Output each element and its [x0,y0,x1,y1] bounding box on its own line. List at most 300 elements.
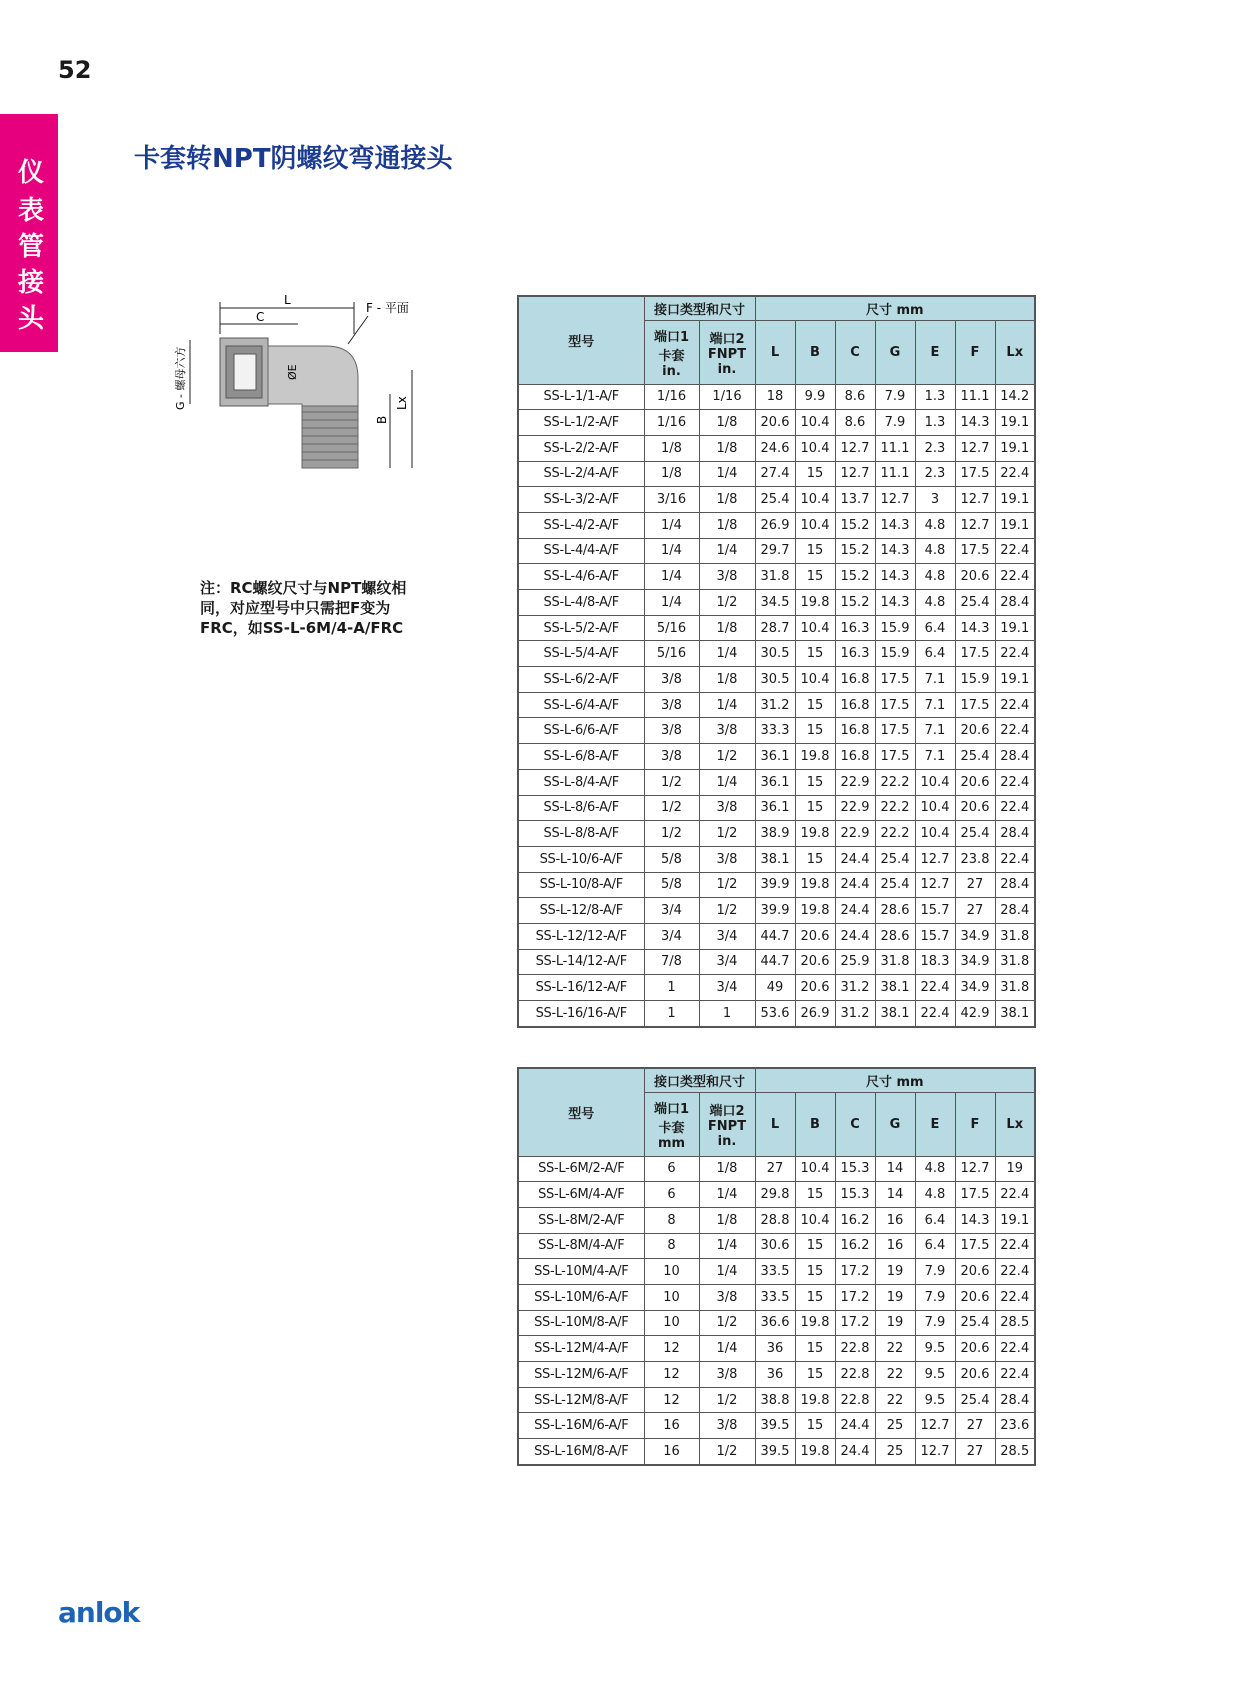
header-port2 [699,1092,755,1156]
table-cell: 15 [795,538,835,564]
table-cell: 15 [795,1362,835,1388]
table-cell: 1/4 [699,461,755,487]
table-cell: 25 [875,1439,915,1465]
table-row [518,1207,1035,1233]
header-col: G [875,320,915,384]
table-cell: 22.4 [995,692,1035,718]
table-cell: 1/8 [699,667,755,693]
table-cell: 10 [644,1310,699,1336]
table-row [518,590,1035,616]
table-cell: 7.9 [915,1310,955,1336]
model-cell: SS-L-12M/8-A/F [518,1387,644,1413]
table-cell: 31.2 [755,692,795,718]
table-cell: 22.2 [875,795,915,821]
table-cell: 3/4 [699,975,755,1001]
table-cell: 10.4 [795,487,835,513]
table-cell: 4.8 [915,564,955,590]
table-cell: 8.6 [835,384,875,410]
table-cell: 15.7 [915,898,955,924]
table-cell: 14.3 [875,512,915,538]
table-cell: 19 [995,1156,1035,1182]
table-cell: 2.3 [915,461,955,487]
table-cell: 28.4 [995,744,1035,770]
table-cell: 16.3 [835,641,875,667]
table-cell: 39.9 [755,898,795,924]
table-cell: 12.7 [835,461,875,487]
table-cell: 17.5 [955,538,995,564]
table-cell: 15 [795,1182,835,1208]
table-cell: 16.8 [835,744,875,770]
header-col: F [955,1092,995,1156]
table-row [518,1233,1035,1259]
table-cell: 1/16 [644,410,699,436]
table-cell: 27 [955,898,995,924]
table-cell: 6.4 [915,641,955,667]
model-cell: SS-L-6/4-A/F [518,692,644,718]
header-port2 [699,320,755,384]
table-cell: 10.4 [915,769,955,795]
table-cell: 22.9 [835,795,875,821]
table-cell: 7.9 [915,1284,955,1310]
dim-label-G: G - 螺母六方 [174,346,187,410]
table-cell: 28.4 [995,1387,1035,1413]
table-cell: 25.4 [875,872,915,898]
section-tab-char: 头 [17,304,44,334]
table-row [518,1310,1035,1336]
model-cell: SS-L-12/12-A/F [518,923,644,949]
table-cell: 15.3 [835,1182,875,1208]
table-cell: 1/8 [699,435,755,461]
model-cell: SS-L-6/8-A/F [518,744,644,770]
table-cell: 31.8 [995,949,1035,975]
table-cell: 15.7 [915,923,955,949]
table-cell: 16 [644,1413,699,1439]
table-cell: 19.1 [995,487,1035,513]
header-col: C [835,320,875,384]
table-cell: 15 [795,692,835,718]
header-col: L [755,320,795,384]
table-cell: 20.6 [795,975,835,1001]
header-col: C [835,1092,875,1156]
table-cell: 1/8 [644,435,699,461]
table-cell: 34.9 [955,923,995,949]
table-cell: 12.7 [915,846,955,872]
table-cell: 19.1 [995,1207,1035,1233]
table-cell: 17.5 [955,692,995,718]
table-cell: 31.8 [995,923,1035,949]
header-col: Lx [995,320,1035,384]
table-row [518,923,1035,949]
header-port2-line: 端口2 [709,1103,745,1119]
table-cell: 44.7 [755,923,795,949]
table-cell: 1/4 [699,769,755,795]
header-port2-line: FNPT [707,1118,747,1134]
table-cell: 1/2 [699,1439,755,1465]
table-cell: 28.6 [875,923,915,949]
table-cell: 20.6 [795,949,835,975]
table-cell: 19.1 [995,410,1035,436]
table-cell: 1 [644,1001,699,1027]
table-cell: 28.4 [995,872,1035,898]
table-cell: 22 [875,1362,915,1388]
table-cell: 20.6 [955,718,995,744]
table-cell: 10.4 [915,795,955,821]
model-cell: SS-L-6/2-A/F [518,667,644,693]
table-cell: 36.1 [755,744,795,770]
model-cell: SS-L-4/2-A/F [518,512,644,538]
table-cell: 22.4 [995,1284,1035,1310]
header-dimensions: 尺寸 mm [755,1068,1035,1092]
table-cell: 38.1 [875,975,915,1001]
section-tab-char: 表 [17,196,44,226]
table-cell: 19.8 [795,590,835,616]
table-cell: 20.6 [955,795,995,821]
table-cell: 20.6 [955,1362,995,1388]
table-cell: 9.5 [915,1336,955,1362]
table-cell: 27 [955,872,995,898]
table-cell: 3/8 [699,1362,755,1388]
model-cell: SS-L-10M/8-A/F [518,1310,644,1336]
table-cell: 3/8 [644,667,699,693]
table-cell: 14.3 [875,590,915,616]
table-row [518,435,1035,461]
table-cell: 6.4 [915,1233,955,1259]
table-cell: 14.3 [955,1207,995,1233]
table-row [518,1413,1035,1439]
dim-label-E: ØE [286,364,299,380]
table-cell: 1/8 [699,1207,755,1233]
table-cell: 25.4 [755,487,795,513]
table-row [518,769,1035,795]
table-row [518,615,1035,641]
table-cell: 53.6 [755,1001,795,1027]
table-cell: 15.2 [835,590,875,616]
table-cell: 10.4 [795,615,835,641]
table-cell: 3/8 [699,718,755,744]
table-cell: 11.1 [955,384,995,410]
table-cell: 3/8 [644,744,699,770]
table-cell: 15.3 [835,1156,875,1182]
table-cell: 1 [699,1001,755,1027]
table-cell: 20.6 [955,1259,995,1285]
table-cell: 7.1 [915,718,955,744]
table-cell: 4.8 [915,1156,955,1182]
table-cell: 6.4 [915,1207,955,1233]
table-cell: 7.9 [875,384,915,410]
table-row [518,1336,1035,1362]
table-row [518,872,1035,898]
table-cell: 22.4 [995,1336,1035,1362]
table-cell: 1/4 [699,1182,755,1208]
table-cell: 10.4 [795,435,835,461]
table-cell: 14.3 [875,564,915,590]
header-port1-line: 端口1 [653,329,690,345]
table-cell: 19.8 [795,898,835,924]
table-cell: 14 [875,1182,915,1208]
table-cell: 13.7 [835,487,875,513]
model-cell: SS-L-2/4-A/F [518,461,644,487]
table-cell: 28.5 [995,1439,1035,1465]
table-cell: 3/4 [644,898,699,924]
table-cell: 39.5 [755,1439,795,1465]
table-cell: 29.7 [755,538,795,564]
table-cell: 22.2 [875,769,915,795]
table-cell: 16.8 [835,718,875,744]
header-port1-line: 端口1 [653,1101,690,1117]
table-cell: 19.1 [995,667,1035,693]
table-cell: 29.8 [755,1182,795,1208]
header-col: L [755,1092,795,1156]
table-cell: 31.2 [835,1001,875,1027]
table-cell: 25.4 [955,590,995,616]
table-cell: 28.7 [755,615,795,641]
table-cell: 16 [875,1207,915,1233]
table-cell: 17.2 [835,1259,875,1285]
model-cell: SS-L-2/2-A/F [518,435,644,461]
table-cell: 1/8 [699,1156,755,1182]
model-cell: SS-L-4/4-A/F [518,538,644,564]
table-cell: 30.5 [755,667,795,693]
table-cell: 1/8 [699,512,755,538]
table-cell: 19.8 [795,1439,835,1465]
table-cell: 36 [755,1336,795,1362]
model-cell: SS-L-6M/2-A/F [518,1156,644,1182]
table-row [518,1362,1035,1388]
table-cell: 22.4 [995,538,1035,564]
header-port1 [644,1092,699,1156]
table-row [518,949,1035,975]
table-cell: 26.9 [795,1001,835,1027]
table-cell: 12.7 [915,1439,955,1465]
table-row [518,718,1035,744]
table-cell: 22.4 [995,641,1035,667]
table-cell: 22.8 [835,1387,875,1413]
table-cell: 38.1 [875,1001,915,1027]
header-port2-line: in. [717,361,737,377]
table-cell: 7.1 [915,692,955,718]
table-cell: 30.6 [755,1233,795,1259]
table-cell: 3/8 [644,718,699,744]
table-row [518,384,1035,410]
table-row [518,821,1035,847]
table-cell: 12.7 [955,487,995,513]
table-cell: 15.2 [835,564,875,590]
table-cell: 10.4 [795,410,835,436]
table-row [518,487,1035,513]
model-cell: SS-L-10/8-A/F [518,872,644,898]
table-cell: 9.5 [915,1362,955,1388]
table-cell: 4.8 [915,512,955,538]
table-cell: 1/4 [644,538,699,564]
header-model: 型号 [518,1068,644,1156]
table-cell: 31.8 [875,949,915,975]
table-cell: 27 [755,1156,795,1182]
table-cell: 6 [644,1182,699,1208]
table-cell: 16.2 [835,1233,875,1259]
table-cell: 16.8 [835,667,875,693]
table-cell: 26.9 [755,512,795,538]
table-cell: 22.4 [995,1233,1035,1259]
table-cell: 34.9 [955,975,995,1001]
table-row [518,512,1035,538]
table-cell: 15 [795,846,835,872]
table-cell: 24.6 [755,435,795,461]
table-cell: 38.8 [755,1387,795,1413]
table-row [518,410,1035,436]
table-cell: 25 [875,1413,915,1439]
model-cell: SS-L-8/4-A/F [518,769,644,795]
page-title: 卡套转NPT阴螺纹弯通接头 [134,144,453,174]
model-cell: SS-L-16M/6-A/F [518,1413,644,1439]
table-cell: 1/4 [644,564,699,590]
table-cell: 8 [644,1207,699,1233]
table-cell: 1/4 [699,1233,755,1259]
table-cell: 12 [644,1362,699,1388]
table-cell: 11.1 [875,461,915,487]
table-cell: 12.7 [955,512,995,538]
table-cell: 22.8 [835,1362,875,1388]
table-cell: 12.7 [875,487,915,513]
model-cell: SS-L-8M/4-A/F [518,1233,644,1259]
model-cell: SS-L-8/6-A/F [518,795,644,821]
table-row [518,1182,1035,1208]
table-cell: 7.1 [915,667,955,693]
table-row [518,975,1035,1001]
table-cell: 3/8 [699,1284,755,1310]
table-cell: 19.8 [795,1387,835,1413]
table-cell: 1/2 [699,872,755,898]
table-cell: 22.2 [875,821,915,847]
table-cell: 22.4 [995,461,1035,487]
table-cell: 24.4 [835,898,875,924]
table-cell: 1/2 [644,795,699,821]
table-cell: 14.3 [875,538,915,564]
table-cell: 42.9 [955,1001,995,1027]
table-cell: 24.4 [835,1439,875,1465]
table-cell: 17.2 [835,1310,875,1336]
table-cell: 2.3 [915,435,955,461]
table-cell: 38.1 [755,846,795,872]
table-cell: 12 [644,1336,699,1362]
table-cell: 14.3 [955,410,995,436]
table-cell: 1/2 [699,744,755,770]
table-cell: 19 [875,1284,915,1310]
table-cell: 1/4 [699,641,755,667]
table-cell: 15.2 [835,512,875,538]
table-cell: 1 [644,975,699,1001]
table-cell: 3/8 [699,564,755,590]
model-cell: SS-L-8M/2-A/F [518,1207,644,1233]
header-col: E [915,1092,955,1156]
table-cell: 10.4 [795,1207,835,1233]
table-cell: 38.9 [755,821,795,847]
table-cell: 36.6 [755,1310,795,1336]
table-cell: 15.9 [955,667,995,693]
table-cell: 10.4 [795,1156,835,1182]
table-cell: 16.3 [835,615,875,641]
model-cell: SS-L-12M/6-A/F [518,1362,644,1388]
table-cell: 44.7 [755,949,795,975]
table-cell: 15 [795,1413,835,1439]
model-cell: SS-L-16/12-A/F [518,975,644,1001]
header-port2-line: 端口2 [709,331,745,347]
model-cell: SS-L-14/12-A/F [518,949,644,975]
model-cell: SS-L-16M/8-A/F [518,1439,644,1465]
table-cell: 17.5 [955,641,995,667]
table-cell: 15 [795,718,835,744]
table-cell: 1/8 [699,615,755,641]
table-cell: 1/8 [699,410,755,436]
table-cell: 8 [644,1233,699,1259]
table-cell: 12.7 [955,435,995,461]
table-cell: 12.7 [835,435,875,461]
table-cell: 28.5 [995,1310,1035,1336]
table-cell: 22.9 [835,821,875,847]
table-cell: 10.4 [795,667,835,693]
table-row [518,795,1035,821]
table-cell: 1/4 [644,512,699,538]
table-cell: 1/4 [699,1259,755,1285]
header-port-type: 接口类型和尺寸 [644,1068,755,1092]
table-cell: 15 [795,795,835,821]
table-cell: 22.4 [915,1001,955,1027]
table-cell: 7/8 [644,949,699,975]
thread-note [200,578,440,638]
table-cell: 19.8 [795,872,835,898]
table-cell: 5/16 [644,641,699,667]
table-cell: 25.9 [835,949,875,975]
table-cell: 27 [955,1413,995,1439]
table-cell: 20.6 [955,564,995,590]
table-cell: 15 [795,1336,835,1362]
model-cell: SS-L-12/8-A/F [518,898,644,924]
table-cell: 16.8 [835,692,875,718]
table-cell: 28.6 [875,898,915,924]
table-cell: 31.8 [755,564,795,590]
model-cell: SS-L-5/4-A/F [518,641,644,667]
table-cell: 28.4 [995,821,1035,847]
imperial-size-table [517,295,1036,1028]
table-cell: 31.2 [835,975,875,1001]
table-cell: 17.5 [875,667,915,693]
table-cell: 1/16 [644,384,699,410]
table-row [518,744,1035,770]
section-tab [0,114,58,352]
table-cell: 28.4 [995,590,1035,616]
model-cell: SS-L-3/2-A/F [518,487,644,513]
table-row [518,1001,1035,1027]
metric-size-table [517,1067,1036,1466]
table-row [518,641,1035,667]
model-cell: SS-L-10/6-A/F [518,846,644,872]
model-cell: SS-L-12M/4-A/F [518,1336,644,1362]
table-cell: 15.9 [875,641,915,667]
table-cell: 28.8 [755,1207,795,1233]
table-cell: 3/4 [644,923,699,949]
table-row [518,1284,1035,1310]
table-row [518,846,1035,872]
table-cell: 15 [795,641,835,667]
table-row [518,538,1035,564]
dim-label-F: F - 平面 [366,301,409,315]
header-dimensions: 尺寸 mm [755,296,1035,320]
section-tab-char: 仪 [17,158,44,188]
model-cell: SS-L-1/1-A/F [518,384,644,410]
table-cell: 3/16 [644,487,699,513]
table-row [518,564,1035,590]
model-cell: SS-L-4/6-A/F [518,564,644,590]
table-cell: 1/2 [699,1387,755,1413]
